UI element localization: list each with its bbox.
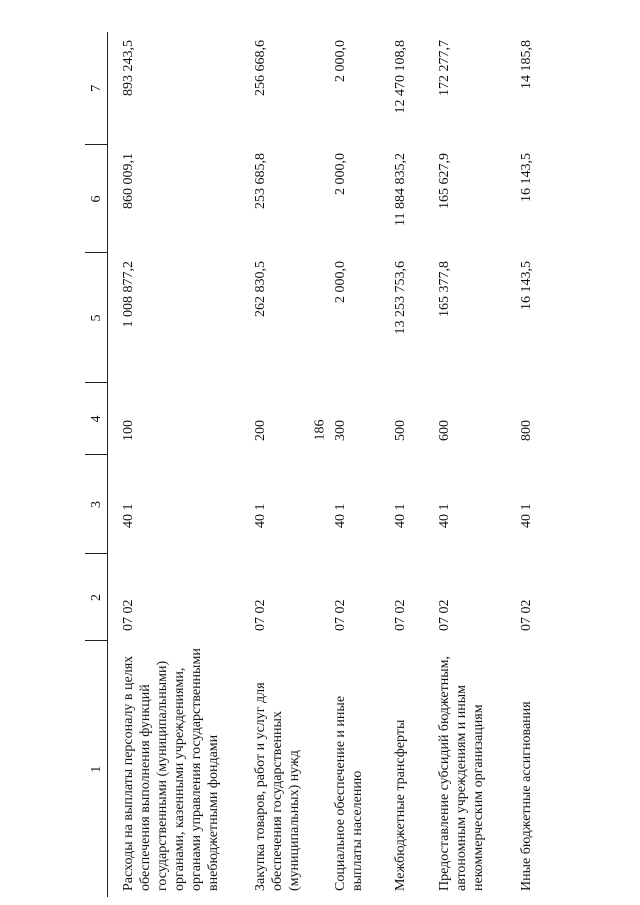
cell-value-7: 14 185,8 (519, 40, 534, 89)
column-header-3: 3 (85, 455, 108, 554)
cell-section: 07 02 (437, 599, 452, 631)
table-row (436, 32, 518, 897)
cell-name: Межбюджетные трансферты (393, 719, 408, 891)
column-header-1: 1 (85, 641, 108, 897)
cell-value-6: 11 884 835,2 (393, 153, 408, 226)
cell-value-6: 16 143,5 (519, 153, 534, 202)
cell-type: 200 (253, 420, 268, 441)
cell-name: Предоставление субсидий бюджетным, автономным учреждениям и иным некоммерческим организациям (437, 655, 486, 891)
cell-value-7: 12 470 108,8 (393, 40, 408, 114)
cell-target: 40 1 (121, 503, 136, 528)
budget-table-container (85, 32, 585, 897)
cell-name: Закупка товаров, работ и услуг для обеспечения государственных (муниципальных) нужд (253, 682, 302, 891)
cell-value-6: 860 009,1 (121, 153, 136, 209)
table-header-row (85, 32, 108, 897)
cell-value-5: 262 830,5 (253, 261, 268, 317)
cell-target: 40 1 (253, 503, 268, 528)
cell-value-6: 2 000,0 (333, 153, 348, 195)
cell-target: 40 1 (519, 503, 534, 528)
cell-target: 40 1 (437, 503, 452, 528)
cell-value-5: 2 000,0 (333, 261, 348, 303)
cell-type: 500 (393, 420, 408, 441)
cell-value-5: 1 008 877,2 (121, 261, 136, 328)
cell-value-7: 172 277,7 (437, 40, 452, 96)
table-row (518, 32, 568, 897)
column-header-5: 5 (85, 253, 108, 383)
column-header-7: 7 (85, 32, 108, 145)
cell-name: Социальное обеспечение и иные выплаты населению (333, 695, 365, 891)
column-header-4: 4 (85, 383, 108, 455)
cell-value-7: 256 668,6 (253, 40, 268, 96)
cell-name: Расходы на выплаты персоналу в целях обеспечения выполнения функций государственными (муниципальными) органами, казенными учреждениями, органами управления государственными внебюджетными фондами (121, 648, 221, 891)
cell-target: 40 1 (333, 503, 348, 528)
cell-type: 800 (519, 420, 534, 441)
cell-section: 07 02 (519, 599, 534, 631)
cell-name: Иные бюджетные ассигнования (519, 701, 534, 891)
table-row (392, 32, 436, 897)
cell-section: 07 02 (393, 599, 408, 631)
cell-value-6: 253 685,8 (253, 153, 268, 209)
cell-type: 100 (121, 420, 136, 441)
cell-value-5: 16 143,5 (519, 261, 534, 310)
cell-type: 300 (333, 420, 348, 441)
cell-type: 600 (437, 420, 452, 441)
table-row (332, 32, 392, 897)
cell-value-7: 893 243,5 (121, 40, 136, 96)
cell-section: 07 02 (121, 599, 136, 631)
cell-section: 07 02 (333, 599, 348, 631)
cell-section: 07 02 (253, 599, 268, 631)
column-header-6: 6 (85, 145, 108, 253)
table-row (252, 32, 332, 897)
cell-value-6: 165 627,9 (437, 153, 452, 209)
cell-value-5: 13 253 753,6 (393, 261, 408, 335)
column-header-2: 2 (85, 554, 108, 641)
cell-value-5: 165 377,8 (437, 261, 452, 317)
cell-target: 40 1 (393, 503, 408, 528)
page-number-text: 186 (312, 419, 327, 441)
cell-value-7: 2 000,0 (333, 40, 348, 82)
table-row (108, 32, 253, 897)
budget-table (85, 32, 568, 897)
